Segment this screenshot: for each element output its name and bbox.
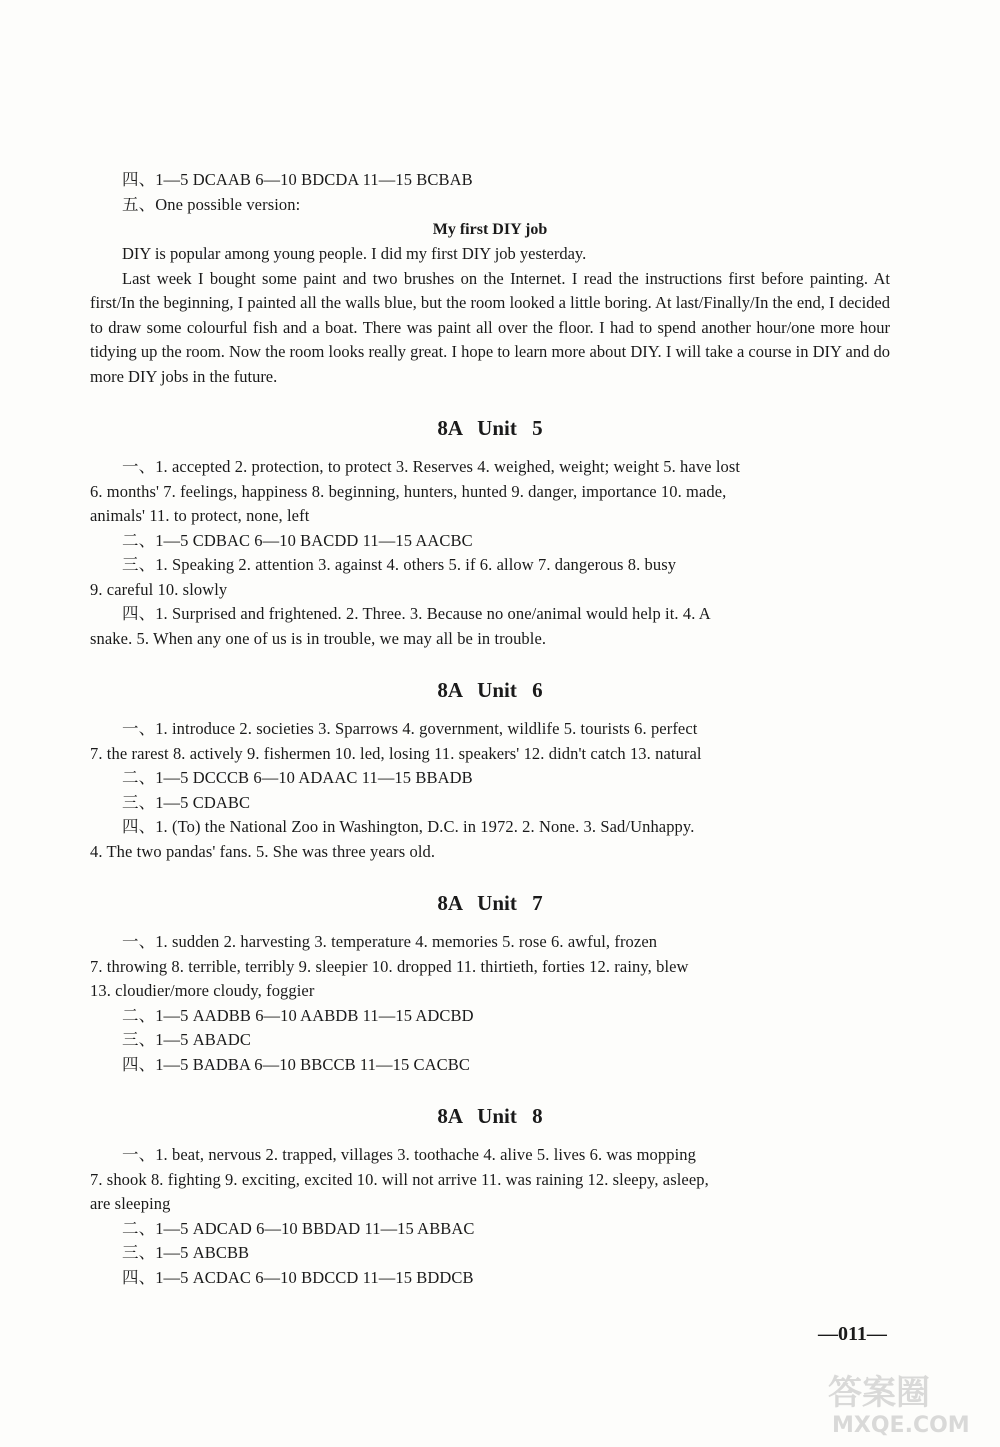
- answer-text: 1—5 DCAAB 6—10 BDCDA 11—15 BCBAB: [155, 170, 473, 189]
- answer-line: 三、1—5 CDABC: [122, 792, 251, 812]
- units-container: [90, 413, 890, 1290]
- answer-line: 7. throwing 8. terrible, terribly 9. sleepier 10. dropped 11. thirtieth, forties 12. rainy, blew: [90, 956, 689, 976]
- answer-line: 三、1—5 ABADC: [122, 1030, 251, 1049]
- answer-line: are sleeping: [90, 1194, 171, 1213]
- answer-line: 四、1. Surprised and frightened. 2. Three. 3. Because no one/animal would help it. 4. A: [122, 604, 711, 623]
- answer-line: 二、1—5 ADCAD 6—10 BBDAD 11—15 ABBAC: [122, 1218, 475, 1238]
- svg-text:答案圈: 答案圈: [828, 1373, 930, 1413]
- answer-line: 二、1—5 CDBAC 6—10 BACDD 11—15 AACBC: [122, 530, 473, 550]
- answer-line: 四、1—5 ACDAC 6—10 BDCCD 11—15 BDDCB: [122, 1267, 474, 1287]
- answer-line: 二、1—5 AADBB 6—10 AABDB 11—15 ADCBD: [122, 1005, 474, 1025]
- page-number: —011—: [818, 1323, 887, 1345]
- answer-line: 7. the rarest 8. actively 9. fishermen 10. led, losing 11. speakers' 12. didn't catch 13. natural: [90, 743, 702, 763]
- essay-paragraph-1: DIY is popular among young people. I did my first DIY job yesterday.: [122, 244, 587, 263]
- answer-line: 一、1. introduce 2. societies 3. Sparrows 4. government, wildlife 5. tourists 6. perfect: [122, 719, 698, 738]
- answer-line: 一、1. accepted 2. protection, to protect 3. Reserves 4. weighed, weight; weight 5. have lost: [122, 457, 741, 476]
- answer-line: 4. The two pandas' fans. 5. She was three years old.: [90, 841, 436, 861]
- answer-line: 一、1. sudden 2. harvesting 3. temperature 4. memories 5. rose 6. awful, frozen: [122, 932, 658, 951]
- section-label: 四、: [122, 170, 156, 189]
- answer-line: 7. shook 8. fighting 9. exciting, excited 10. will not arrive 11. was raining 12. sleepy, asleep,: [90, 1169, 709, 1189]
- unit-heading: 8A Unit 5: [437, 416, 543, 440]
- unit-heading: 8A Unit 8: [437, 1104, 543, 1128]
- answer-line: 三、1. Speaking 2. attention 3. against 4. others 5. if 6. allow 7. dangerous 8. busy: [122, 555, 677, 574]
- unit-heading: 8A Unit 7: [437, 891, 543, 915]
- answer-line: snake. 5. When any one of us is in trouble, we may all be in trouble.: [90, 628, 547, 648]
- answer-line: 三、1—5 ABCBB: [122, 1243, 250, 1262]
- answer-line: animals' 11. to protect, none, left: [90, 506, 310, 525]
- answer-line: 一、1. beat, nervous 2. trapped, villages 3. toothache 4. alive 5. lives 6. was mopping: [122, 1145, 696, 1164]
- essay-paragraph-2: Last week I bought some paint and two brushes on the Internet. I read the instructions first before painting. At first/In the beginning, I painted all the walls blue, but the room looked a little boring. At last/Finally/In the end, I decided to draw some colourful fish and a boat. There was paint all over the floor. I had to spend another hour/one more hour tidying up the room. Now the room looks really great. I hope to learn more about DIY. I will take a course in DIY and do more DIY jobs in the future.: [90, 268, 890, 386]
- unit-heading: 8A Unit 6: [437, 678, 543, 702]
- answer-line: 四、1. (To) the National Zoo in Washington, D.C. in 1972. 2. None. 3. Sad/Unhappy.: [122, 817, 695, 836]
- answer-line: 6. months' 7. feelings, happiness 8. beginning, hunters, hunted 9. danger, importance 10. made,: [90, 481, 727, 501]
- answer-line: 四、1—5 BADBA 6—10 BBCCB 11—15 CACBC: [122, 1054, 470, 1074]
- answer-line-four: [90, 168, 890, 193]
- answer-line-five: 五、One possible version:: [122, 194, 301, 214]
- svg-text:MXQE.COM: MXQE.COM: [832, 1413, 970, 1438]
- answer-line: 9. careful 10. slowly: [90, 579, 228, 599]
- answer-line: 二、1—5 DCCCB 6—10 ADAAC 11—15 BBADB: [122, 768, 473, 787]
- answer-line: 13. cloudier/more cloudy, foggier: [90, 981, 315, 1000]
- watermark-logo: [808, 1360, 988, 1440]
- essay-title: My first DIY job: [432, 221, 548, 238]
- answer-page: [90, 168, 890, 1290]
